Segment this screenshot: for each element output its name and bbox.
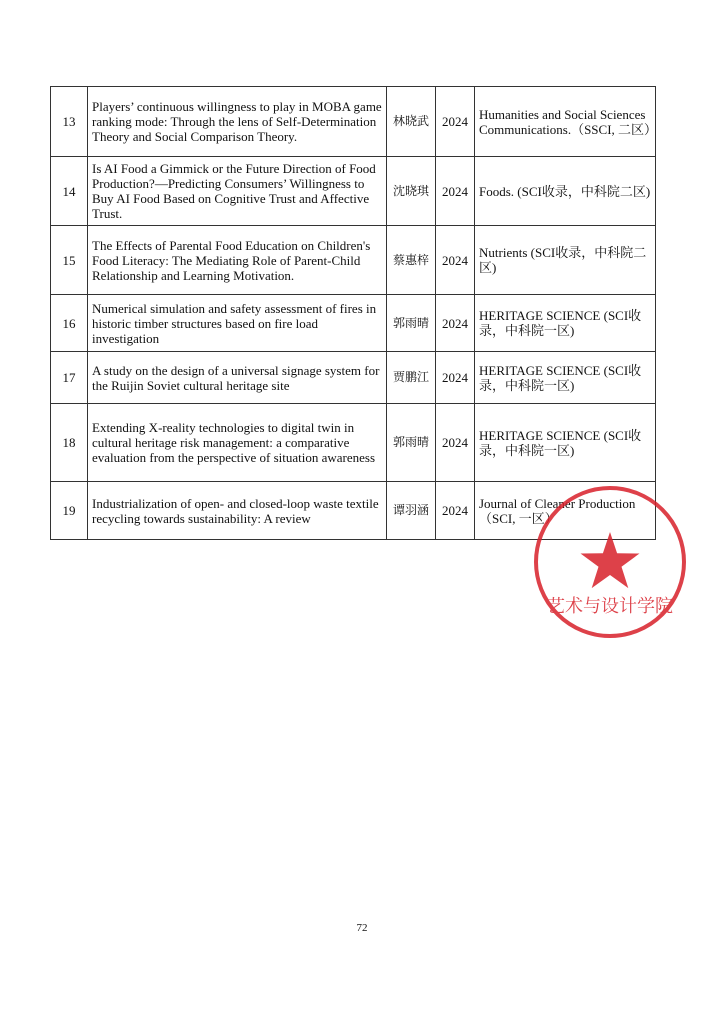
row-number: 13 <box>51 87 88 157</box>
author-name: 谭羽涵 <box>387 482 436 540</box>
paper-title: A study on the design of a universal signage system for the Ruijin Soviet cultural heritage site <box>88 352 387 404</box>
publication-year: 2024 <box>436 157 475 226</box>
author-name: 蔡惠梓 <box>387 226 436 295</box>
publication-year: 2024 <box>436 352 475 404</box>
publication-year: 2024 <box>436 226 475 295</box>
publication-year: 2024 <box>436 404 475 482</box>
publication-year: 2024 <box>436 295 475 352</box>
paper-title: The Effects of Parental Food Education on Children's Food Literacy: The Mediating Role of Parent-Child Relationship and Learning Motivation. <box>88 226 387 295</box>
table-row <box>51 226 656 295</box>
table-row <box>51 352 656 404</box>
journal-venue: Foods. (SCI收录，中科院二区) <box>475 157 656 226</box>
table-row <box>51 87 656 157</box>
author-name: 贾鹏江 <box>387 352 436 404</box>
page-number: 72 <box>356 922 368 934</box>
table-row <box>51 404 656 482</box>
journal-venue: Humanities and Social Sciences Communications.（SSCI, 二区） <box>475 87 656 157</box>
paper-title: Industrialization of open- and closed-loop waste textile recycling towards sustainability: A review <box>88 482 387 540</box>
seal-text: 艺术与设计学院 <box>547 596 673 617</box>
author-name: 郭雨晴 <box>387 404 436 482</box>
publication-year: 2024 <box>436 87 475 157</box>
author-name: 林晓武 <box>387 87 436 157</box>
row-number: 17 <box>51 352 88 404</box>
paper-title: Extending X-reality technologies to digital twin in cultural heritage risk management: a comparative evaluation from the perspective of situation awareness <box>88 404 387 482</box>
row-number: 14 <box>51 157 88 226</box>
row-number: 16 <box>51 295 88 352</box>
journal-venue: HERITAGE SCIENCE (SCI收录，中科院一区) <box>475 352 656 404</box>
table-row <box>51 157 656 226</box>
paper-title: Numerical simulation and safety assessment of fires in historic timber structures based on fire load investigation <box>88 295 387 352</box>
author-name: 郭雨晴 <box>387 295 436 352</box>
row-number: 19 <box>51 482 88 540</box>
row-number: 15 <box>51 226 88 295</box>
official-seal <box>530 482 690 642</box>
journal-venue: Journal of Cleaner Production（SCI, 一区） <box>475 482 656 540</box>
paper-title: Players’ continuous willingness to play in MOBA game ranking mode: Through the lens of Self-Determination Theory and Social Comparison Theory. <box>88 87 387 157</box>
journal-venue: Nutrients (SCI收录，中科院二区) <box>475 226 656 295</box>
journal-venue: HERITAGE SCIENCE (SCI收录，中科院一区) <box>475 404 656 482</box>
publication-table <box>50 86 656 540</box>
table-row <box>51 295 656 352</box>
seal-star <box>581 532 640 588</box>
publication-year: 2024 <box>436 482 475 540</box>
row-number: 18 <box>51 404 88 482</box>
journal-venue: HERITAGE SCIENCE (SCI收录，中科院一区) <box>475 295 656 352</box>
paper-title: Is AI Food a Gimmick or the Future Direction of Food Production?—Predicting Consumers’ Willingness to Buy AI Food Based on Cognitive Trust and Affective Trust. <box>88 157 387 226</box>
author-name: 沈晓琪 <box>387 157 436 226</box>
